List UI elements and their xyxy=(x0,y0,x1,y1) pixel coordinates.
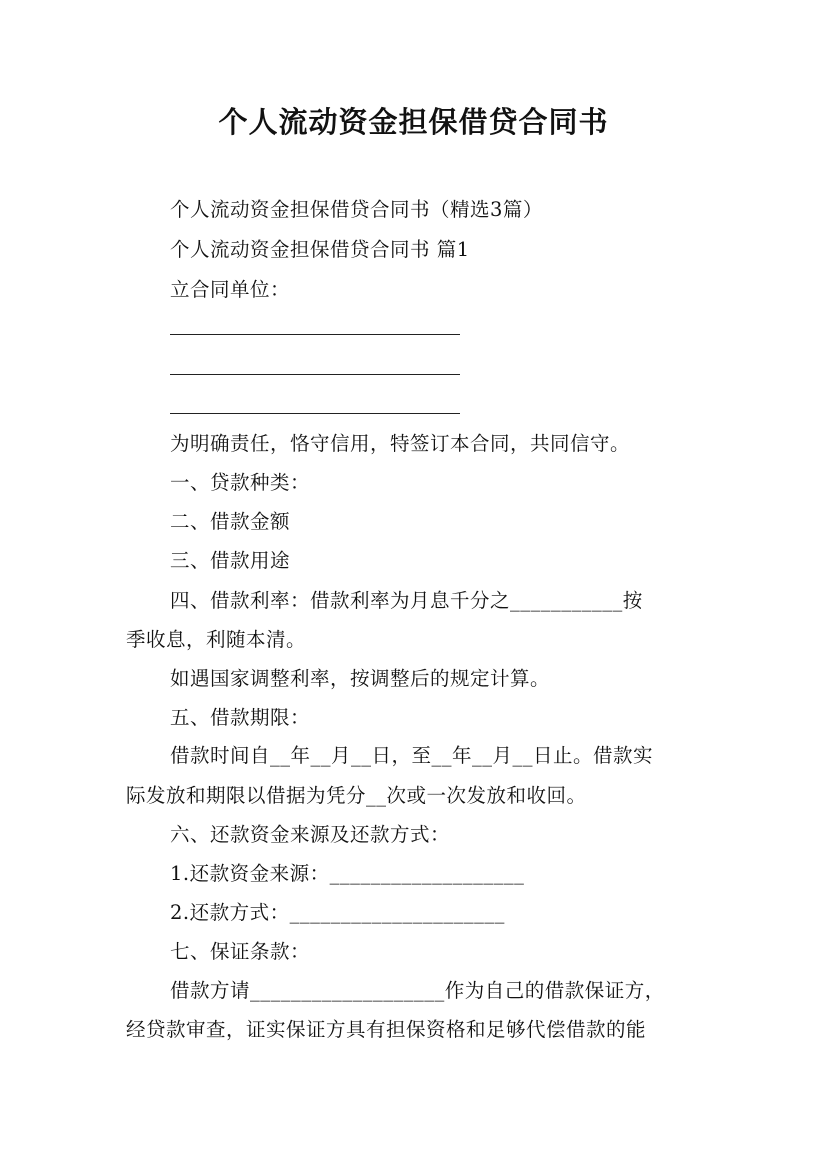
party-blank-line xyxy=(170,334,460,335)
paragraph: 借款时间自__年__月__日，至__年__月__日止。借款实 xyxy=(170,744,654,767)
paragraph: 2.还款方式：_____________________ xyxy=(170,901,505,924)
clause-heading: 一、贷款种类： xyxy=(170,471,311,494)
paragraph: 为明确责任，恪守信用，特签订本合同，共同信守。 xyxy=(170,432,631,455)
contract-parties-label: 立合同单位： xyxy=(170,278,291,301)
paragraph: 季收息，利随本清。 xyxy=(126,628,307,651)
document-subtitle: 个人流动资金担保借贷合同书（精选3篇） xyxy=(170,198,543,221)
clause-heading: 七、保证条款： xyxy=(170,940,311,963)
clause-heading: 三、借款用途 xyxy=(170,549,291,572)
paragraph: 如遇国家调整利率，按调整后的规定计算。 xyxy=(170,667,551,690)
party-blank-line xyxy=(170,374,460,375)
clause-heading: 六、还款资金来源及还款方式： xyxy=(170,823,451,846)
paragraph: 四、借款利率：借款利率为月息千分之___________按 xyxy=(170,589,643,612)
paragraph: 际发放和期限以借据为凭分__次或一次发放和收回。 xyxy=(126,784,587,807)
clause-heading: 二、借款金额 xyxy=(170,510,291,533)
clause-heading: 五、借款期限： xyxy=(170,706,311,729)
section-heading: 个人流动资金担保借贷合同书 篇1 xyxy=(170,238,470,261)
party-blank-line xyxy=(170,413,460,414)
paragraph: 1.还款资金来源：___________________ xyxy=(170,862,525,885)
document-title: 个人流动资金担保借贷合同书 xyxy=(218,105,609,139)
paragraph: 借款方请___________________作为自己的借款保证方， xyxy=(170,979,665,1002)
paragraph: 经贷款审查，证实保证方具有担保资格和足够代偿借款的能 xyxy=(126,1018,647,1041)
